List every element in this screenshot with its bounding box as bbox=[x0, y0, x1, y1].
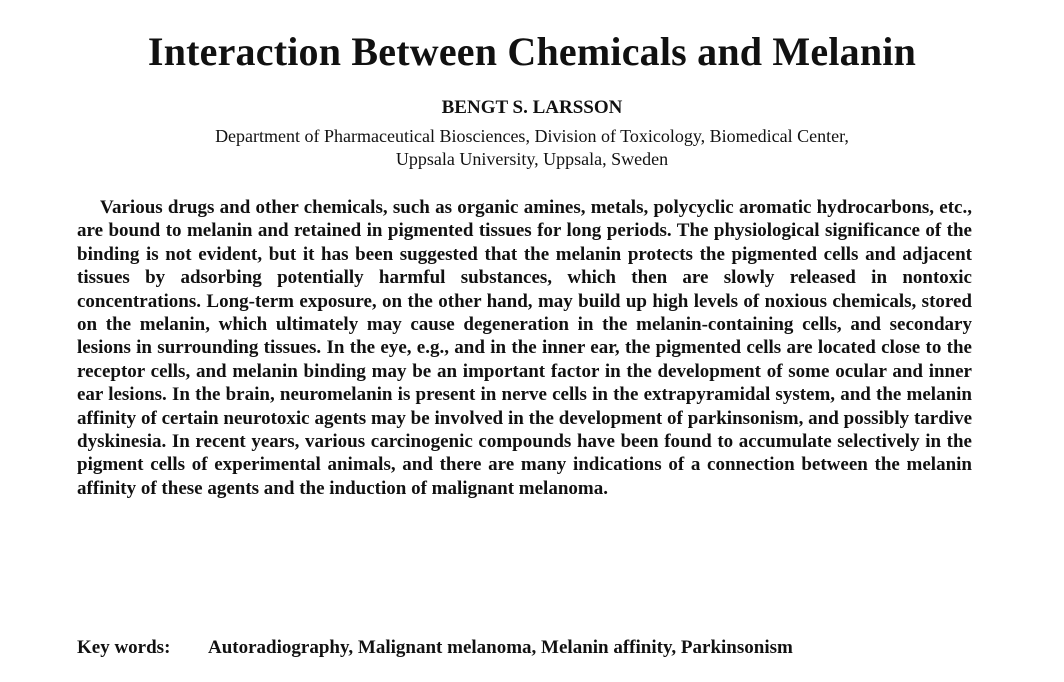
abstract-paragraph: Various drugs and other chemicals, such as organic amines, metals, polycyclic aromatic hydrocarbons, etc., are bound to melanin and retained in pigmented tissues for long periods. The physiological significance of the binding is not evident, but it has been suggested that the melanin protects the pigmented cells and adjacent tissues by adsorbing potentially harmful substances, which then are slowly released in nontoxic concentrations. Long-term exposure, on the other hand, may build up high levels of noxious chemicals, stored on the melanin, which ultimately may cause degeneration in the melanin-containing cells, and secondary lesions in surrounding tissues. In the eye, e.g., and in the inner ear, the pigmented cells are located close to the receptor cells, and melanin binding may be an important factor in the development of some ocular and inner ear lesions. In the brain, neuromelanin is present in nerve cells in the extrapyramidal system, and the melanin affinity of certain neurotoxic agents may be involved in the development of parkinsonism, and possibly tardive dyskinesia. In recent years, various carcinogenic compounds have been found to accumulate selectively in the pigment cells of experimental animals, and there are many indications of a connection between the melanin affinity of these agents and the induction of malignant melanoma. bbox=[77, 197, 972, 499]
affiliation-line-1: Department of Pharmaceutical Biosciences, Division of Toxicology, Biomedical Center, bbox=[215, 126, 849, 146]
keywords-label: Key words: bbox=[77, 637, 171, 658]
author-affiliation bbox=[0, 125, 1064, 171]
author-name: BENGT S. LARSSON bbox=[441, 97, 623, 118]
paper-title: Interaction Between Chemicals and Melanin bbox=[147, 29, 917, 74]
affiliation-line-2: Uppsala University, Uppsala, Sweden bbox=[395, 149, 669, 169]
keywords-line bbox=[77, 636, 1037, 660]
keywords-list: Autoradiography, Malignant melanoma, Melanin affinity, Parkinsonism bbox=[208, 637, 793, 658]
